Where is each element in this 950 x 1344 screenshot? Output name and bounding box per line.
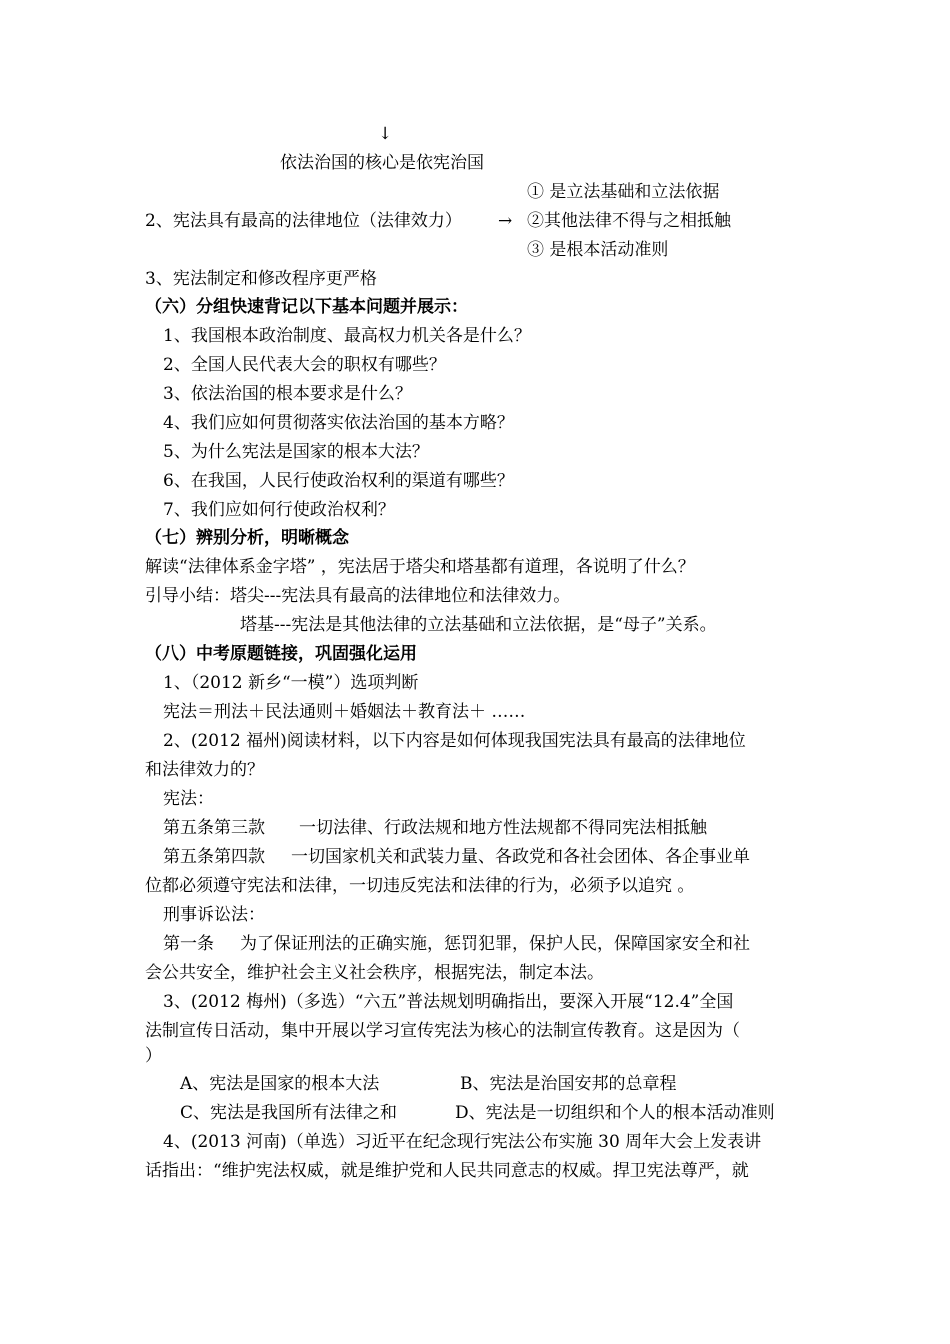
q3-line-2: 法制宣传日活动，集中开展以学习宣传宪法为核心的法制宣传教育。这是因为（	[145, 1021, 740, 1041]
article-5-4-cont: 位都必须遵守宪法和法律，一切违反宪法和法律的行为，必须予以追究 。	[145, 876, 695, 896]
question-item: 4、我们应如何贯彻落实依法治国的基本方略？	[163, 413, 514, 433]
q1-title: 1、（2012 新乡“一模”）选项判断	[163, 673, 419, 693]
right-arrow-icon: →	[498, 211, 513, 231]
q1-body: 宪法＝刑法＋民法通则＋婚姻法＋教育法＋ ……	[163, 702, 526, 722]
question-item: 5、为什么宪法是国家的根本大法？	[163, 442, 429, 462]
question-item: 6、在我国，人民行使政治权利的渠道有哪些？	[163, 471, 514, 491]
down-arrow-icon: ↓	[378, 124, 393, 144]
section-8-heading: （八）中考原题链接，巩固强化运用	[145, 644, 417, 664]
point-3: 3、宪法制定和修改程序更严格	[145, 269, 377, 289]
section-7-heading: （七）辨别分析，明晰概念	[145, 528, 349, 548]
core-statement: 依法治国的核心是依宪治国	[280, 153, 484, 173]
q3-line-3: ）	[145, 1046, 162, 1066]
q2-line-1: 2、(2012 福州)阅读材料，以下内容是如何体现我国宪法具有最高的法律地位	[163, 731, 746, 751]
criminal-procedure-label: 刑事诉讼法：	[163, 905, 265, 925]
q2-line-2: 和法律效力的？	[145, 760, 264, 780]
option-c: C、宪法是我国所有法律之和	[180, 1103, 398, 1123]
article-title: 第五条第四款	[163, 847, 265, 867]
article-text: 为了保证刑法的正确实施，惩罚犯罪，保护人民，保障国家安全和社	[240, 934, 750, 954]
sub-point-3: ③ 是根本活动准则	[527, 240, 669, 260]
q4-line-2: 话指出：“维护宪法权威，就是维护党和人民共同意志的权威。捍卫宪法尊严，就	[145, 1161, 749, 1181]
article-5-3	[163, 817, 707, 839]
article-1	[163, 933, 750, 955]
q3-line-1: 3、(2012 梅州)（多选）“六五”普法规划明确指出，要深入开展“12.4”全国	[163, 992, 734, 1012]
option-a: A、宪法是国家的根本大法	[180, 1074, 380, 1094]
section-6-heading: （六）分组快速背记以下基本问题并展示：	[145, 297, 468, 317]
sub-point-1: ① 是立法基础和立法依据	[527, 182, 720, 202]
article-1-cont: 会公共安全，维护社会主义社会秩序，根据宪法，制定本法。	[145, 963, 604, 983]
article-5-4	[163, 846, 750, 868]
point-2: 2、宪法具有最高的法律地位（法律效力）	[145, 211, 462, 231]
constitution-label: 宪法：	[163, 789, 214, 809]
article-title: 第一条	[163, 934, 214, 954]
pyramid-prompt: 解读“法律体系金字塔” ，宪法居于塔尖和塔基都有道理，各说明了什么？	[145, 557, 695, 577]
article-text: 一切国家机关和武装力量、各政党和各社会团体、各企事业单	[291, 847, 750, 867]
question-item: 3、依法治国的根本要求是什么？	[163, 384, 412, 404]
question-item: 1、我国根本政治制度、最高权力机关各是什么？	[163, 326, 531, 346]
question-item: 7、我们应如何行使政治权利？	[163, 500, 395, 520]
article-text: 一切法律、行政法规和地方性法规都不得同宪法相抵触	[299, 818, 707, 838]
sub-point-2: ②其他法律不得与之相抵触	[527, 211, 731, 231]
option-b: B、宪法是治国安邦的总章程	[460, 1074, 677, 1094]
article-title: 第五条第三款	[163, 818, 265, 838]
summary-top: 引导小结：塔尖---宪法具有最高的法律地位和法律效力。	[145, 586, 571, 606]
question-item: 2、全国人民代表大会的职权有哪些？	[163, 355, 446, 375]
q4-line-1: 4、(2013 河南)（单选）习近平在纪念现行宪法公布实施 30 周年大会上发表讲	[163, 1132, 762, 1152]
summary-base: 塔基---宪法是其他法律的立法基础和立法依据，是“母子”关系。	[240, 615, 717, 635]
option-d: D、宪法是一切组织和个人的根本活动准则	[455, 1103, 775, 1123]
